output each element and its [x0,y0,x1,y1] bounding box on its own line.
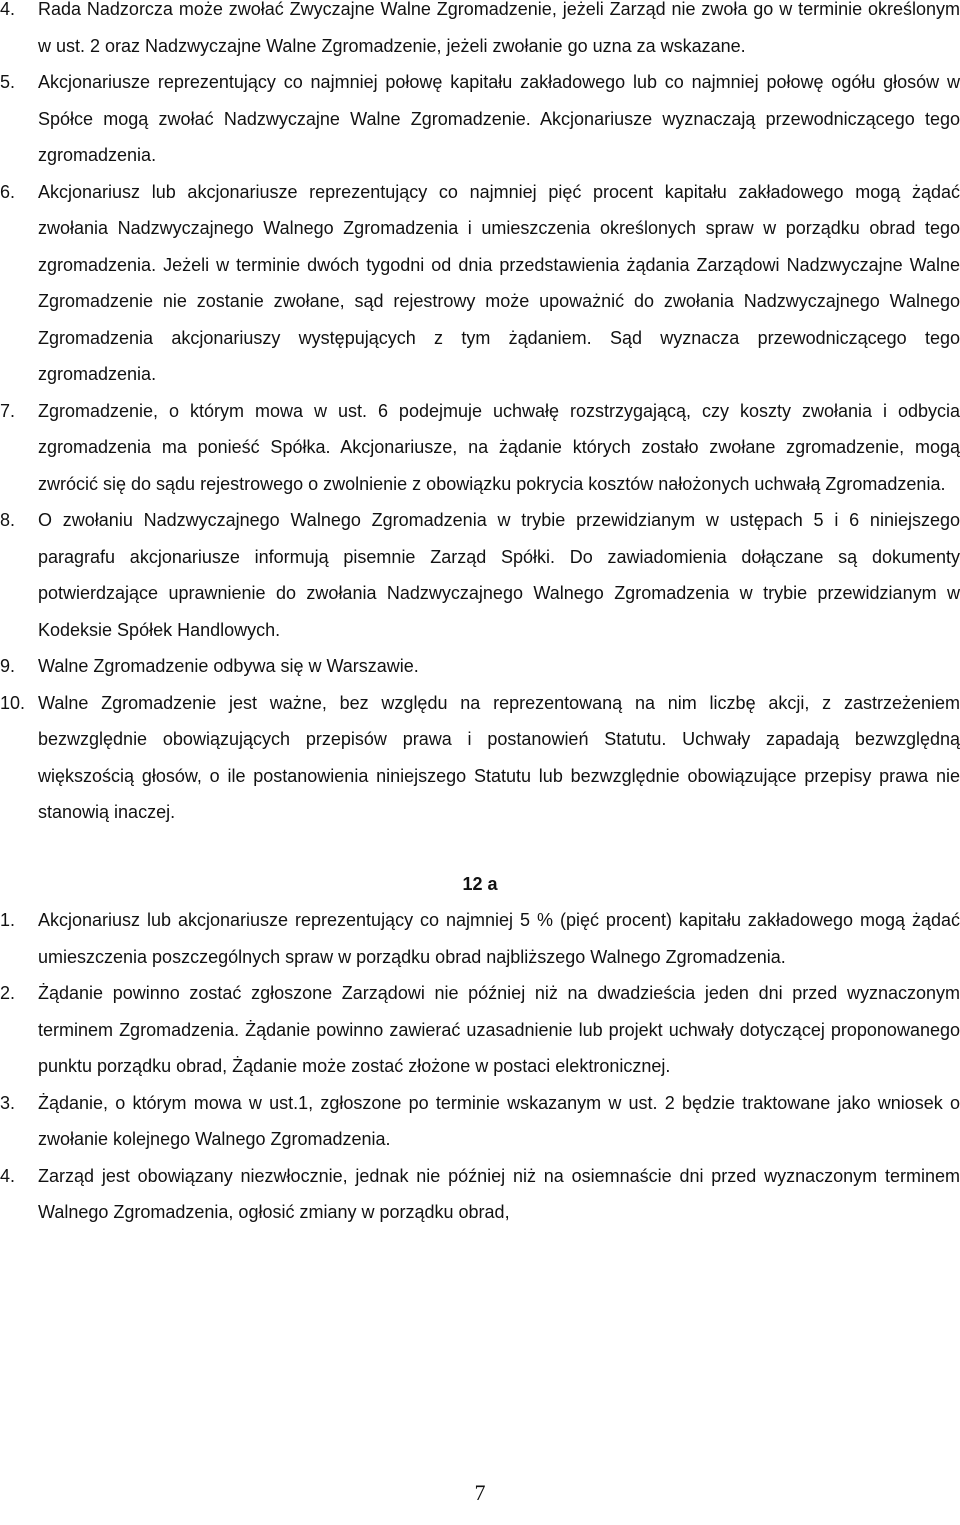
item-number: 7. [0,400,16,421]
paragraph-item [0,975,960,1085]
page-number: 7 [474,1480,486,1505]
item-number: 5. [0,72,16,92]
item-number: 6. [0,181,16,202]
paragraph-item [0,902,960,975]
paragraph-item [0,64,960,174]
item-text: Zgromadzenie, o którym mowa w ust. 6 podejmuje uchwałę rozstrzygającą, czy koszty zwołania i odbycia zgromadzenia ma ponieść Spółka. Akcjonariusze, na żądanie których zostało zwołane zgromadzenie, mogą zwrócić się do sądu rejestrowego o zwolnienie z obowiązku pokrycia kosztów nałożonych uchwałą Zgromadzenia. [38,400,960,494]
item-text: O zwołaniu Nadzwyczajnego Walnego Zgromadzenia w trybie przewidzianym w ustępach 5 i 6 niniejszego paragrafu akcjonariusze informują pisemnie Zarząd Spółki. Do zawiadomienia dołączane są dokumenty potwierdzające uprawnienie do zwołania Nadzwyczajnego Walnego Zgromadzenia w trybie przewidzianym w Kodeksie Spółek Handlowych. [38,510,960,640]
item-text: Żądanie, o którym mowa w ust.1, zgłoszone po terminie wskazanym w ust. 2 będzie traktowane jako wniosek o zwołanie kolejnego Walnego Zgromadzenia. [38,1092,960,1149]
item-text: Zarząd jest obowiązany niezwłocznie, jednak nie później niż na osiemnaście dni przed wyznaczonym terminem Walnego Zgromadzenia, ogłosić zmiany w porządku obrad, [38,1165,960,1222]
section-heading [0,866,960,903]
paragraph-item [0,393,960,503]
paragraph-item [0,685,960,831]
item-text: Walne Zgromadzenie odbywa się w Warszawie. [38,656,419,676]
item-number: 8. [0,510,16,530]
section-b [0,902,960,1231]
paragraph-item [0,0,960,64]
item-number: 10. [0,692,26,713]
item-number: 9. [0,656,16,676]
item-number: 4. [0,0,16,19]
item-text: Akcjonariusz lub akcjonariusze reprezentujący co najmniej 5 % (pięć procent) kapitału zakładowego mogą żądać umieszczenia poszczególnych spraw w porządku obrad najbliższego Walnego Zgromadzenia. [38,910,960,967]
item-text: Akcjonariusz lub akcjonariusze reprezentujący co najmniej pięć procent kapitału zakładowego mogą żądać zwołania Nadzwyczajnego Walnego Zgromadzenia i umieszczenia określonych spraw w porządku obrad tego zgromadzenia. Jeżeli w terminie dwóch tygodni od dnia przedstawienia żądania Zarządowi Nadzwyczajne Walne Zgromadzenie nie zostanie zwołane, sąd rejestrowy może upoważnić do zwołania Nadzwyczajnego Walnego Zgromadzenia akcjonariuszy występujących z tym żądaniem. Sąd wyznacza przewodniczącego tego zgromadzenia. [38,181,960,384]
item-text: Żądanie powinno zostać zgłoszone Zarządowi nie później niż na dwadzieścia jeden dni przed wyznaczonym terminem Zgromadzenia. Żądanie powinno zawierać uzasadnienie lub projekt uchwały dotyczącej proponowanego punktu porządku obrad, Żądanie może zostać złożone w postaci elektronicznej. [38,983,960,1076]
item-text: Walne Zgromadzenie jest ważne, bez względu na reprezentowaną na nim liczbę akcji, z zastrzeżeniem bezwzględnie obowiązujących przepisów prawa i postanowień Statutu. Uchwały zapadają bezwzględną większością głosów, o ile postanowienia niniejszego Statutu lub bezwzględnie obowiązujące przepisy prawa nie stanowią inaczej. [38,692,960,822]
paragraph-item [0,174,960,393]
paragraph-item [0,1085,960,1158]
paragraph-item [0,1158,960,1231]
heading-text: 12 a [462,873,498,894]
paragraph-item [0,502,960,648]
item-number: 4. [0,1165,16,1186]
item-text: Rada Nadzorcza może zwołać Zwyczajne Walne Zgromadzenie, jeżeli Zarząd nie zwoła go w terminie określonym w ust. 2 oraz Nadzwyczajne Walne Zgromadzenie, jeżeli zwołanie go uzna za wskazane. [38,0,960,56]
item-text: Akcjonariusze reprezentujący co najmniej połowę kapitału zakładowego lub co najmniej połowę ogółu głosów w Spółce mogą zwołać Nadzwyczajne Walne Zgromadzenie. Akcjonariusze wyznaczają przewodniczącego tego zgromadzenia. [38,72,960,165]
item-number: 3. [0,1092,16,1113]
item-number: 2. [0,983,16,1003]
paragraph-item [0,648,960,685]
item-number: 1. [0,910,16,930]
